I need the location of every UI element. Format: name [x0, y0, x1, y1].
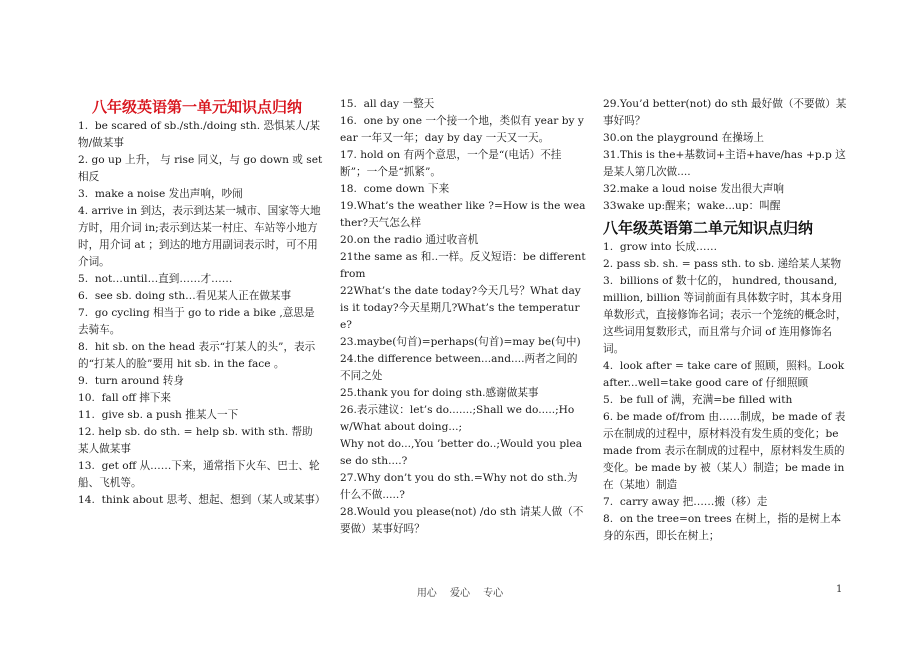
- list-item: 9. turn around 转身: [78, 375, 184, 387]
- list-item: 3. billions of 数十亿的， hundred, thousand, million, billion 等词前面有具体数字时，其本身用单数形式，直接修饰名词；表示一个笼统的概念时，这些词用复数形式，而且常与介词 of 连用修饰名词。: [603, 275, 847, 355]
- list-item: 29.You’d better(not) do sth 最好做（不要做）某事好吗？: [603, 98, 847, 127]
- list-item: 2. pass sb. sh. = pass sth. to sb. 递给某人某物: [603, 258, 842, 270]
- list-item: 27.Why don’t you do sth.=Why not do sth.为什么不做.....?: [340, 472, 578, 501]
- column-1: [78, 96, 326, 509]
- unit1-list-end: [603, 96, 848, 215]
- list-item: 30.on the playground 在操场上: [603, 132, 764, 144]
- list-item: 25.thank you for doing sth.感谢做某事: [340, 387, 539, 399]
- list-item: 8. on the tree=on trees 在树上，指的是树上本身的东西，即长在树上；: [603, 513, 842, 542]
- list-item: 32.make a loud noise 发出很大声响: [603, 183, 784, 195]
- list-item: 22What’s the date today?今天几号？What day is it today?今天星期几?What’s the temperature?: [340, 285, 585, 331]
- list-item: 8. hit sb. on the head 表示“打某人的头”，表示的“打某人的脸”要用 hit sb. in the face 。: [78, 341, 316, 370]
- list-item: 21the same as 和..一样。反义短语：be different from: [340, 251, 590, 280]
- column-2: [340, 96, 590, 538]
- list-item: 6. see sb. doing sth…看见某人正在做某事: [78, 290, 292, 302]
- list-item: 3. make a noise 发出声响，吵闹: [78, 188, 243, 200]
- list-item: 28.Would you please(not) /do sth 请某人做（不要做）某事好吗？: [340, 506, 584, 535]
- list-item: 4. look after = take care of 照顾，照料。Look after...well=take good care of 仔细照顾: [603, 360, 848, 389]
- list-item: 14. think about 思考、想起、想到（某人或某事）: [78, 494, 326, 506]
- list-item: 5. not…until…直到……才……: [78, 273, 233, 285]
- list-item: 12. help sb. do sth. = help sb. with sth. 帮助某人做某事: [78, 426, 313, 455]
- list-item: 7. go cycling 相当于 go to ride a bike ,意思是去骑车。: [78, 307, 315, 336]
- unit2-title: 八年级英语第二单元知识点归纳: [603, 219, 814, 237]
- list-item: 1. grow into 长成……: [603, 241, 718, 253]
- page-footer: 用心 爱心 专心: [416, 588, 504, 599]
- list-item: 31.This is the+基数词+主语+have/has +p.p 这是某人第几次做....: [603, 149, 846, 178]
- unit2-list: [603, 239, 848, 545]
- list-item: 5. be full of 满，充满=be filled with: [603, 394, 793, 406]
- unit1-list-continued: [340, 96, 590, 538]
- list-item: 2. go up 上升， 与 rise 同义，与 go down 或 set 相反: [78, 154, 326, 183]
- page-number: 1: [836, 584, 843, 595]
- list-item: 20.on the radio 通过收音机: [340, 234, 479, 246]
- list-item: Why not do...,You ’better do..;Would you please do sth....?: [340, 438, 583, 467]
- list-item: 16. one by one 一个接一个地，类似有 year by year 一年又一年；day by day 一天又一天。: [340, 115, 584, 144]
- unit1-list: [78, 118, 326, 509]
- list-item: 17. hold on 有两个意思，一个是“(电话）不挂断”；一个是“抓紧”。: [340, 149, 562, 178]
- list-item: 7. carry away 把……搬（移）走: [603, 496, 768, 508]
- list-item: 18. come down 下来: [340, 183, 450, 195]
- list-item: 6. be made of/from 由……制成，be made of 表示在制成的过程中，原材料没有发生质的变化；be made from 表示在制成的过程中，原材料发生质的变化。be made by 被（某人）制造；be made in 在（某地）制造: [603, 411, 848, 491]
- list-item: 11. give sb. a push 推某人一下: [78, 409, 239, 421]
- list-item: 33wake up:醒来；wake...up：叫醒: [603, 200, 781, 212]
- list-item: 23.maybe(句首)=perhaps(句首)=may be(句中): [340, 336, 581, 348]
- list-item: 15. all day 一整天: [340, 98, 435, 110]
- list-item: 19.What’s the weather like ?=How is the weather?天气怎么样: [340, 200, 586, 229]
- list-item: 10. fall off 摔下来: [78, 392, 172, 404]
- list-item: 24.the difference between...and....两者之间的不同之处: [340, 353, 578, 382]
- column-3: [603, 96, 848, 545]
- list-item: 13. get off 从……下来，通常指下火车、巴士、轮船、飞机等。: [78, 460, 320, 489]
- unit1-title: 八年级英语第一单元知识点归纳: [92, 98, 303, 116]
- list-item: 26.表示建议：let’s do.......;Shall we do.....;How/What about doing...;: [340, 404, 575, 433]
- list-item: 4. arrive in 到达，表示到达某一城市、国家等大地方时，用介词 in;表示到达某一村庄、车站等小地方时，用介词 at ；到达的地方用副词表示时，可不用介词。: [78, 205, 321, 268]
- list-item: 1. be scared of sb./sth./doing sth. 恐惧某人/某物/做某事: [78, 120, 321, 149]
